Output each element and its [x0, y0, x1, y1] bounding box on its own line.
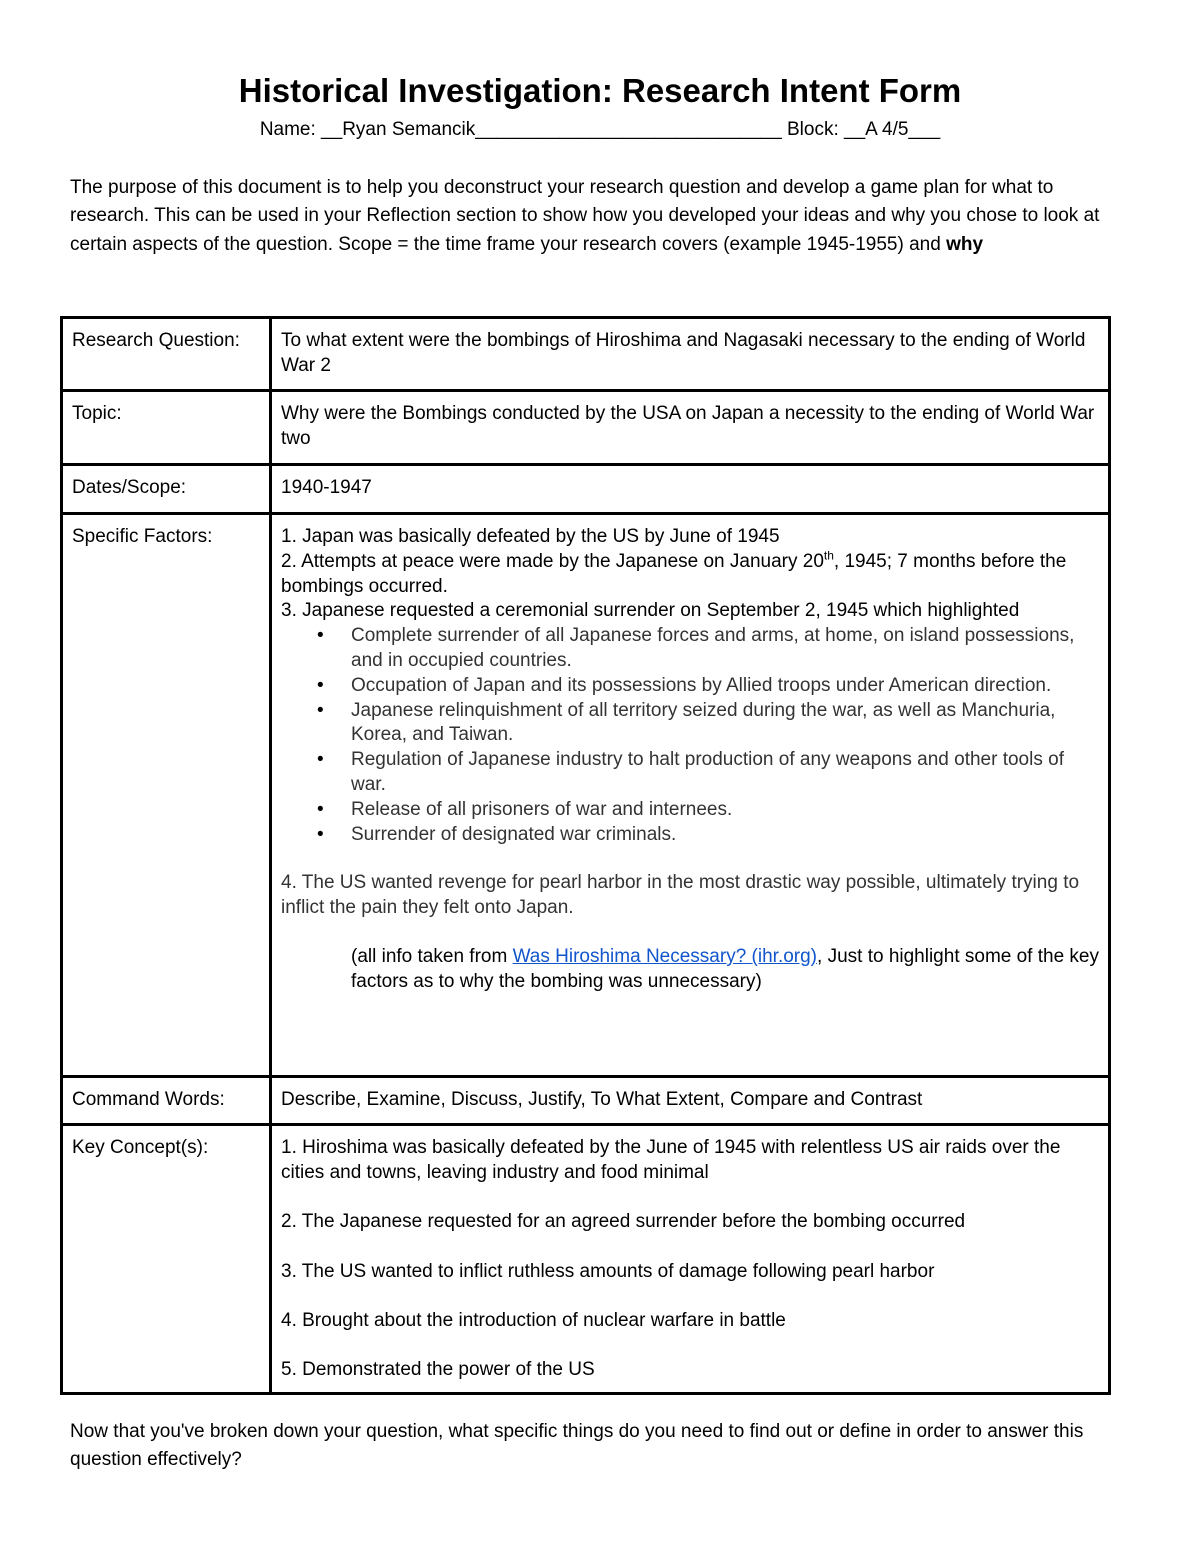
key-concept-4: 4. Brought about the introduction of nuclear warfare in battle — [281, 1309, 786, 1331]
command-words-label: Command Words: — [62, 1077, 271, 1125]
dates-label: Dates/Scope: — [62, 465, 271, 514]
bullet-icon: • — [317, 699, 324, 721]
page-title: Historical Investigation: Research Intent Form — [238, 72, 962, 109]
table-row-specific-factors — [62, 514, 1110, 1077]
list-item: • Regulation of Japanese industry to halt production of any weapons and other tools of war. — [317, 749, 1064, 795]
bullet-icon: • — [317, 625, 324, 647]
factor-4: 4. The US wanted revenge for pearl harbor in the most drastic way possible, ultimately trying to inflict the pain they felt onto Japan. — [281, 872, 1080, 919]
table-row-key-concepts — [62, 1125, 1110, 1394]
intro-paragraph — [70, 174, 1135, 259]
factor-1: 1. Japan was basically defeated by the US by June of 1945 — [281, 526, 780, 547]
surrender-terms-list — [281, 624, 1099, 847]
name-block-line — [0, 118, 1200, 142]
dates-value: 1940-1947 — [271, 465, 1110, 514]
research-intent-table — [60, 316, 1111, 1395]
bullet-icon: • — [317, 674, 324, 696]
factor-2-superscript: th — [823, 548, 834, 563]
key-concept-1: 1. Hiroshima was basically defeated by the June of 1945 with relentless US air raids over the cities and towns, leaving industry and food minimal — [281, 1137, 1061, 1183]
factor-2 — [281, 550, 1099, 600]
factor-3: 3. Japanese requested a ceremonial surrender on September 2, 1945 which highlighted — [281, 600, 1020, 622]
block-label: Block: — [786, 119, 839, 140]
specific-factors-cell — [271, 514, 1110, 1077]
bullet-icon: • — [317, 749, 324, 771]
topic-label: Topic: — [62, 391, 271, 465]
list-item: • Surrender of designated war criminals. — [351, 823, 1099, 848]
research-question-value: To what extent were the bombings of Hiroshima and Nagasaki necessary to the ending of World War 2 — [271, 318, 1110, 391]
research-question-label: Research Question: — [62, 318, 271, 391]
intro-emphasis: why — [946, 233, 984, 255]
topic-value: Why were the Bombings conducted by the USA on Japan a necessity to the ending of World War two — [271, 391, 1110, 465]
name-label: Name: — [259, 119, 316, 140]
list-item: • Japanese relinquishment of all territory seized during the war, as well as Manchuria, Korea, and Taiwan. — [317, 699, 1056, 746]
key-concept-5: 5. Demonstrated the power of the US — [281, 1359, 595, 1381]
specific-factors-label: Specific Factors: — [62, 514, 271, 1077]
source-note — [281, 945, 1099, 995]
list-item: • Complete surrender of all Japanese forces and arms, at home, on island possessions, and in occupied countries. — [317, 625, 1075, 671]
factor-2-text-end: , 1945; 7 months before the bombings occurred. — [281, 550, 1067, 597]
closing-question: Now that you've broken down your question, what specific things do you need to find out or define in order to answer this question effectively? — [70, 1421, 1084, 1471]
factor-2-text: 2. Attempts at peace were made by the Japanese on January 20 — [281, 550, 824, 572]
bullet-icon: • — [317, 798, 324, 820]
key-concept-3: 3. The US wanted to inflict ruthless amounts of damage following pearl harbor — [281, 1260, 935, 1282]
source-note-text-end: , Just to highlight some of the key factors as to why the bombing was unnecessary) — [351, 945, 1100, 992]
block-value: __A 4/5___ — [838, 119, 941, 140]
table-row-research-question — [62, 318, 1110, 391]
intro-text: The purpose of this document is to help you deconstruct your research question and develop a game plan for what to research. This can be used in your Reflection section to show how you developed your ideas and why you chose to look at certain aspects of the question. Scope = the time frame your research covers (example 1945-1955) and — [70, 177, 1100, 255]
key-concepts-label: Key Concept(s): — [62, 1125, 271, 1394]
bullet-icon: • — [317, 823, 324, 845]
command-words-value: Describe, Examine, Discuss, Justify, To What Extent, Compare and Contrast — [271, 1077, 1110, 1125]
table-row-topic — [62, 391, 1110, 465]
list-item: • Release of all prisoners of war and internees. — [351, 798, 1099, 823]
key-concept-2: 2. The Japanese requested for an agreed surrender before the bombing occurred — [281, 1211, 966, 1233]
table-row-dates — [62, 465, 1110, 514]
list-item: • Occupation of Japan and its possessions by Allied troops under American direction. — [351, 674, 1099, 699]
name-value: __Ryan Semancik_____________________________ — [315, 119, 782, 140]
table-row-command-words — [62, 1077, 1110, 1125]
source-link[interactable]: Was Hiroshima Necessary? (ihr.org) — [512, 945, 818, 967]
key-concepts-cell — [271, 1125, 1110, 1394]
source-note-text: (all info taken from — [351, 945, 513, 967]
